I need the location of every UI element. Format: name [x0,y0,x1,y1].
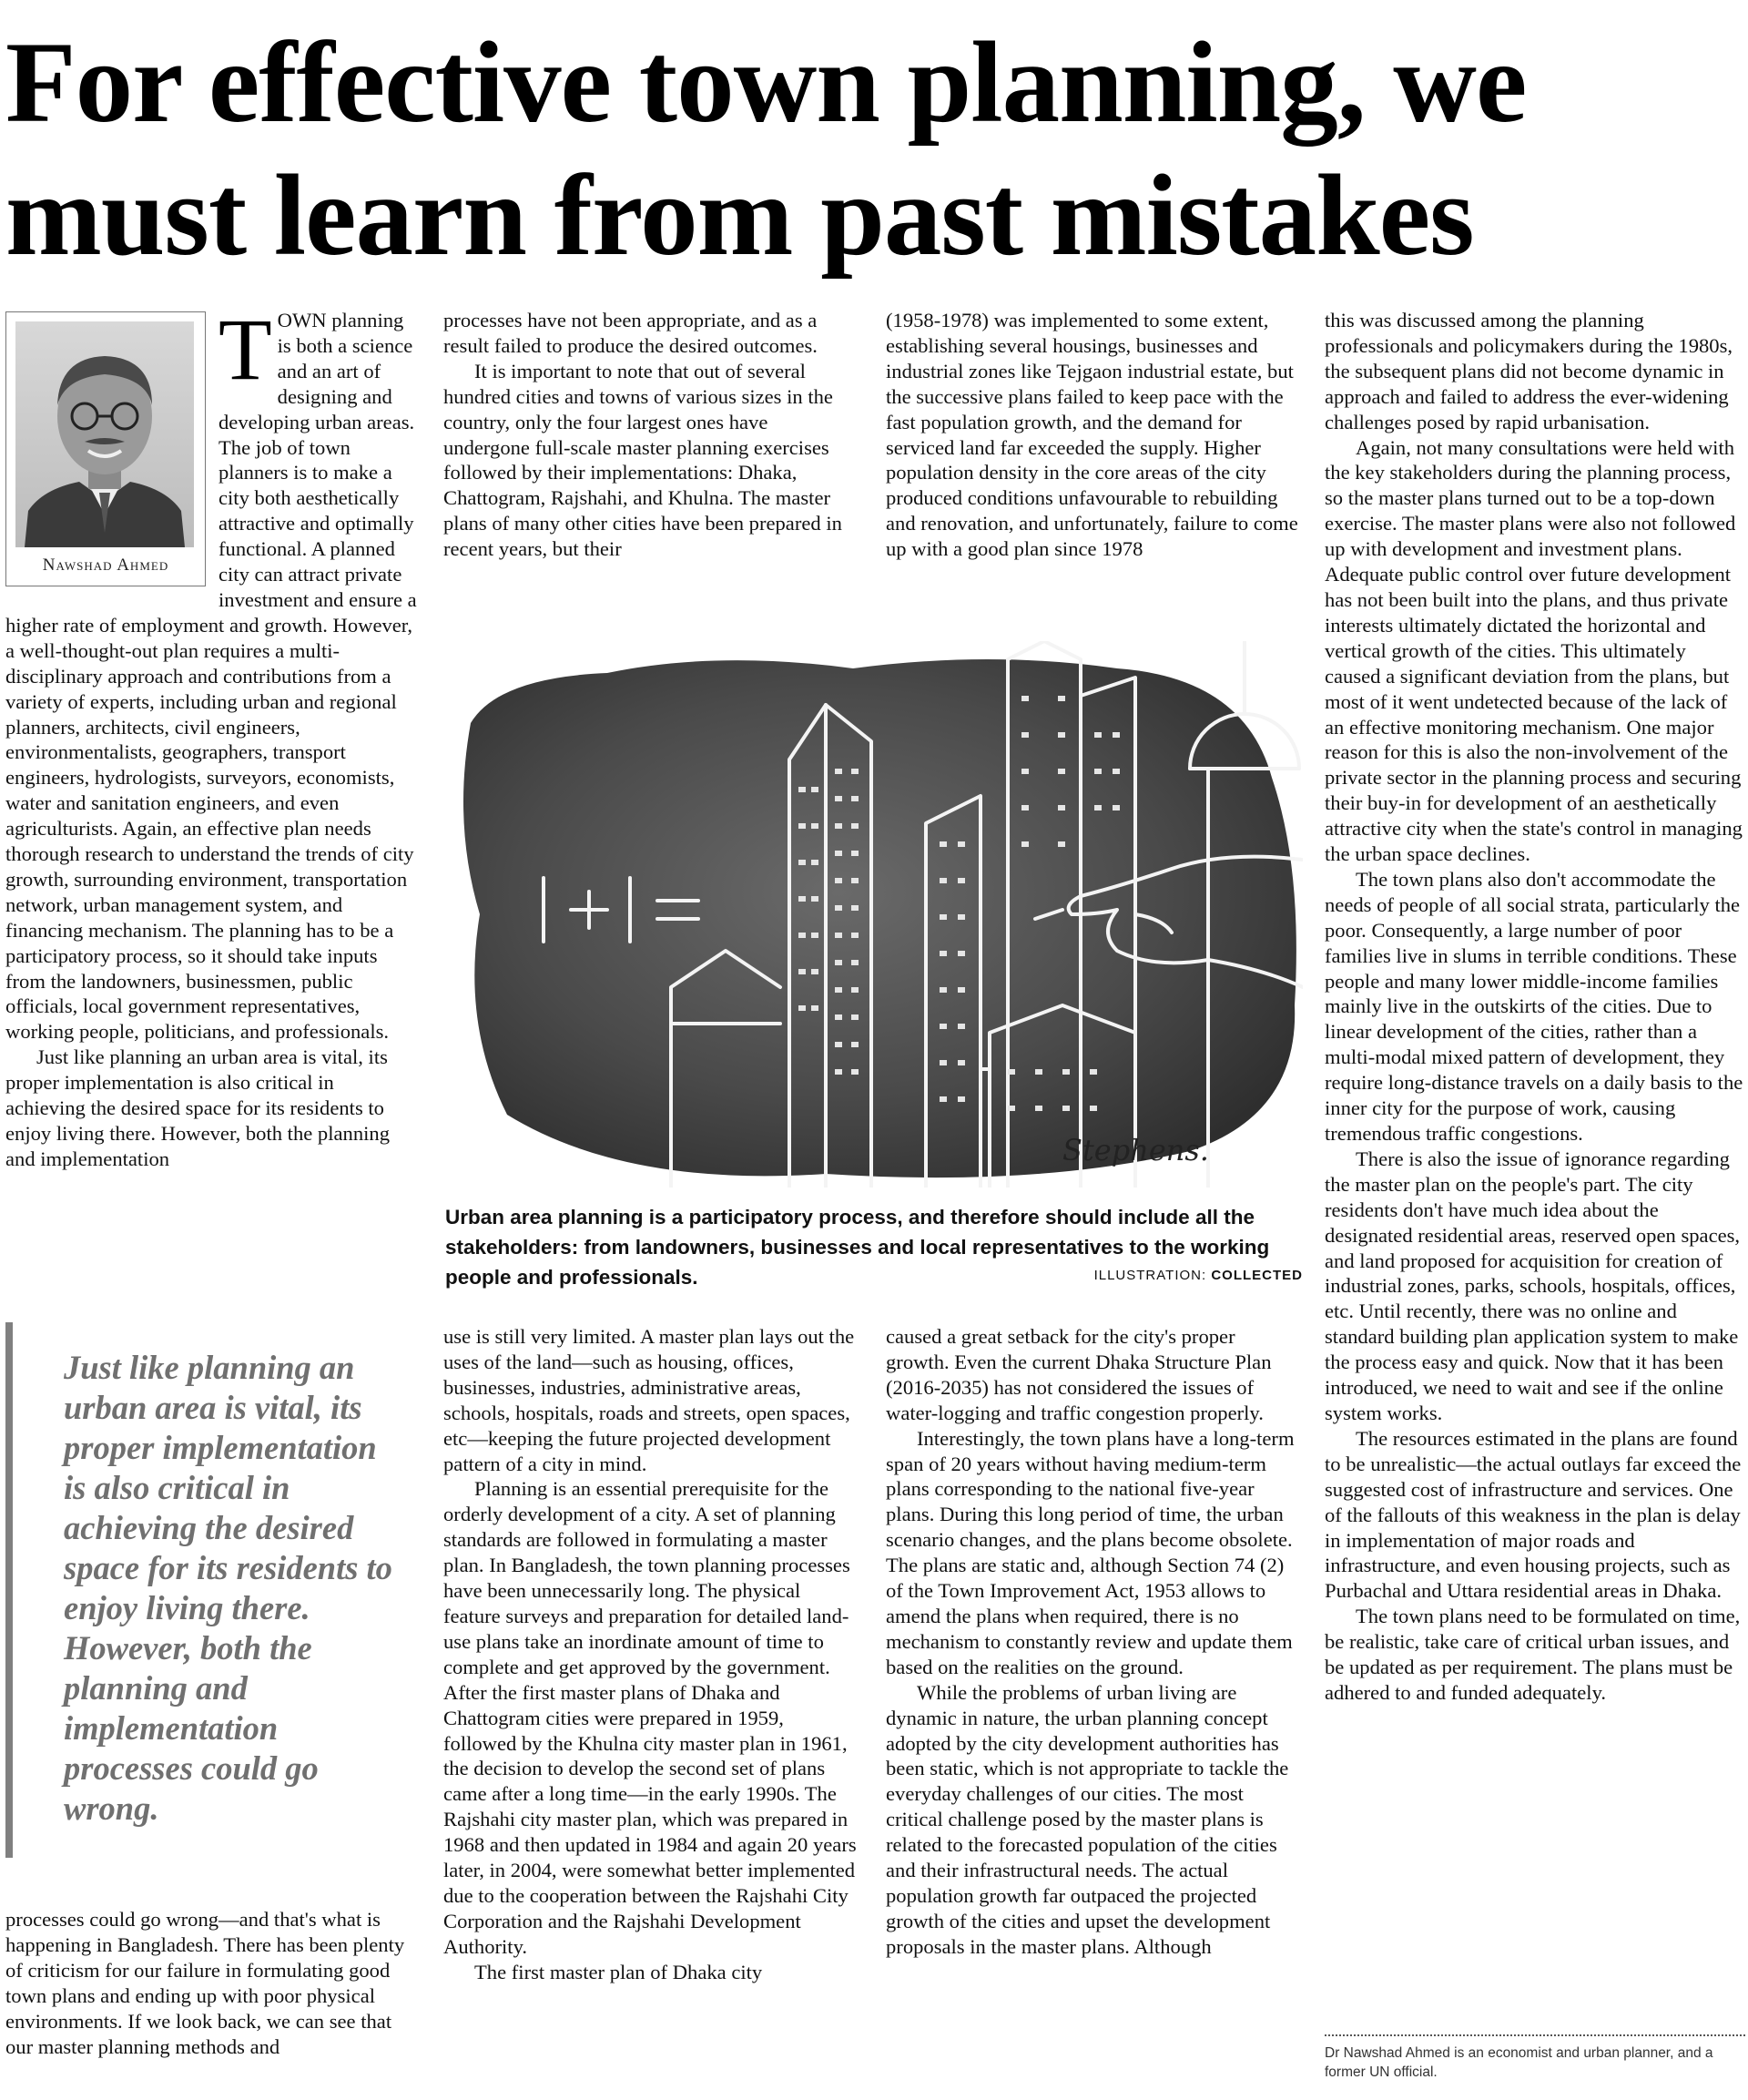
article-paragraph: processes have not been appropriate, and as a result failed to produce the desired outcomes. [443,309,818,357]
article-column-3-top [886,308,1303,617]
article-paragraph: It is important to note that out of several hundred cities and towns of various sizes in the country, only the four largest ones have undergone full-scale master planning exercises followed by their implementations: Dhaka, Chattogram, Rajshahi, and Khulna. The master plans of many other cities have been prepared in recent years, but their [443,359,842,561]
bio-divider [1325,2034,1745,2036]
article-column-2-top [443,308,851,617]
article-paragraph: this was discussed among the planning professionals and policymakers during the 1980s, the subsequent plans did not become dynamic in approach and failed to address the ever-widening challenges posed by rapid urbanisation. [1325,309,1733,433]
article-column-4 [1325,308,1745,2022]
credit-value: COLLECTED [1211,1268,1303,1283]
article-paragraph: There is also the issue of ignorance regarding the master plan on the people's part. The city residents don't have much idea about the designated residential areas, reserved open spaces, and land proposed for acquisition for creation of industrial zones, parks, schools, hospitals, offices, etc. Until recently, there was no online and standard building plan application system to make the process easy and quick. Now that it has been introduced, we need to wait and see if the online system works. [1325,1147,1741,1424]
article-paragraph: processes could go wrong—and that's what is happening in Bangladesh. There has been plenty of criticism for our failure in formulating good town plans and ending up with poor physical environments. If we look back, we can see that our master planning methods and [5,1908,405,2058]
article-paragraph: The town plans need to be formulated on time, be realistic, take care of critical urban issues, and be updated as per requirement. The plans must be adhered to and funded adequately. [1325,1605,1741,1704]
article-paragraph: (1958-1978) was implemented to some extent, establishing several housings, businesses and industrial zones like Tejgaon industrial estate, but the successive plans failed to keep pace with the fast population growth, and the demand for serviced land far exceeded the supply. Higher population density in the core areas of the city produced conditions unfavourable to rebuilding and renovation, and unfortunately, failure to come up with a good plan since 1978 [886,309,1298,561]
author-name: Nawshad Ahmed [42,556,169,575]
pull-quote: Just like planning an urban area is vital, its proper implementation is also critical in achieving the desired space for its residents to enjoy living there. However, both the planning and implementation processes could go wrong. [5,1322,402,1858]
article-paragraph: The town plans also don't accommodate the needs of people of all social strata, particularly the poor. Consequently, a large number of poor families live in slums in terrible conditions. These people and many lower middle-income families mainly live in the outskirts of the cities. Due to linear development of the cities, rather than a multi-modal mixed pattern of development, they require long-distance travels on a daily basis to the inner city for the purpose of work, causing tremendous traffic congestions. [1325,867,1743,1145]
author-portrait-icon [15,321,194,547]
headline: For effective town planning, we must learn from past mistakes [5,19,1527,280]
author-box [5,311,206,586]
article-column-2-bottom [443,1324,857,2100]
article-paragraph: Just like planning an urban area is vital, its proper implementation is also critical in achieving the desired space for its residents to enjoy living there. However, both the planning and implementation [5,1045,390,1170]
drop-cap: T [218,308,272,398]
article-paragraph: OWN planning is both a science and an art of designing and developing urban areas. The job of town planners is to make a city both aesthetically attractive and optimally functional. A planned city can attract private investment and ensure a higher rate of employment and growth. However, a well-thought-out plan requires a multi-disciplinary approach and contributions from a variety of experts, including urban and regional planners, architects, civil engineers, environmentalists, geographers, transport engineers, hydrologists, surveyors, economists, water and sanitation engineers, and even agriculturists. Again, an effective plan needs thorough research to understand the trends of city growth, surrounding environment, transportation network, urban management system, and financing mechanism. The planning has to be a participatory process, so it should take inputs from the landowners, businessmen, public officials, local government representatives, working people, politicians, and professionals. [5,309,417,1044]
article-column-1-top [5,308,419,1300]
illustration-credit [1094,1268,1303,1283]
article-paragraph: caused a great setback for the city's proper growth. Even the current Dhaka Structure Plan (2016-2035) has not considered the issues of water-logging and traffic congestion properly. [886,1325,1272,1424]
illustration-caption: Urban area planning is a participatory process, and therefore should include all the stakeholders: from landowners, businesses and local representatives to the working people and professionals. [445,1206,1270,1289]
credit-label: ILLUSTRATION: [1093,1268,1207,1283]
article-paragraph: The first master plan of Dhaka city [474,1960,763,1983]
article-paragraph: Interestingly, the town plans have a long-term span of 20 years without having medium-term plans corresponding to the national five-year plans. During this long period of time, the urban scenario changes, and the plans become obsolete. The plans are static and, although Section 74 (2) of the Town Improvement Act, 1953 allows to amend the plans when required, there is no mechanism to constantly review and update them based on the realities on the ground. [886,1426,1295,1678]
article-paragraph: While the problems of urban living are dynamic in nature, the urban planning concept adopted by the city development authorities has been static, which is not appropriate to tackle the everyday challenges of our cities. The most critical challenge posed by the master plans is related to the forecasted population of the cities and their infrastructural needs. The actual population growth far outpaced the projected growth of the cities and upset the development proposals in the master plans. Although [886,1680,1289,1958]
city-skyline-chalk-illustration-icon [443,641,1303,1188]
article-column-1-bottom [5,1907,419,2100]
article-paragraph: use is still very limited. A master plan lays out the uses of the land—such as housing, offices, businesses, industries, administrative areas, schools, hospitals, roads and streets, open spaces, etc—keeping the future projected development pattern of a city in mind. [443,1325,855,1475]
article-paragraph: Again, not many consultations were held with the key stakeholders during the planning process, so the master plans turned out to be a top-down exercise. The master plans were also not followed up with development and investment plans. Adequate public control over future development has not been built into the plans, and thus private interests ultimately dictated the horizontal and vertical growth of the cities. This ultimately caused a significant deviation from the plans, but most of it went undetected because of the lack of an effective monitoring mechanism. One major reason for this is also the non-involvement of the private sector in the planning process and securing their buy-in for development of an aesthetically attractive city when the state's control in managing the urban space declines. [1325,435,1743,866]
author-bio: Dr Nawshad Ahmed is an economist and urban planner, and a former UN official. [1325,2045,1713,2080]
article-column-3-bottom [886,1324,1303,2100]
article-paragraph: Planning is an essential prerequisite for the orderly development of a city. A set of planning standards are followed in formulating a master plan. In Bangladesh, the town planning processes have been unnecessarily long. The physical feature surveys and preparation for detailed land-use plans take an inordinate amount of time to complete and get approved by the government. After the first master plans of Dhaka and Chattogram cities were prepared in 1959, followed by the Khulna city master plan in 1961, the decision to develop the second set of plans came after a long time—in the early 1990s. The Rajshahi city master plan, which was prepared in 1968 and then updated in 1984 and again 20 years later, in 2004, were somewhat better implemented due to the cooperation between the Rajshahi City Corporation and the Rajshahi Development Authority. [443,1477,857,1958]
article-paragraph: The resources estimated in the plans are found to be unrealistic—the actual outlays far exceed the suggested cost of infrastructure and services. One of the fallouts of this weakness in the plan is delay in implementation of major roads and infrastructure, and even housing projects, such as Purbachal and Uttara residential areas in Dhaka. [1325,1426,1742,1603]
illustration-signature: Stephens. [1062,1133,1209,1167]
